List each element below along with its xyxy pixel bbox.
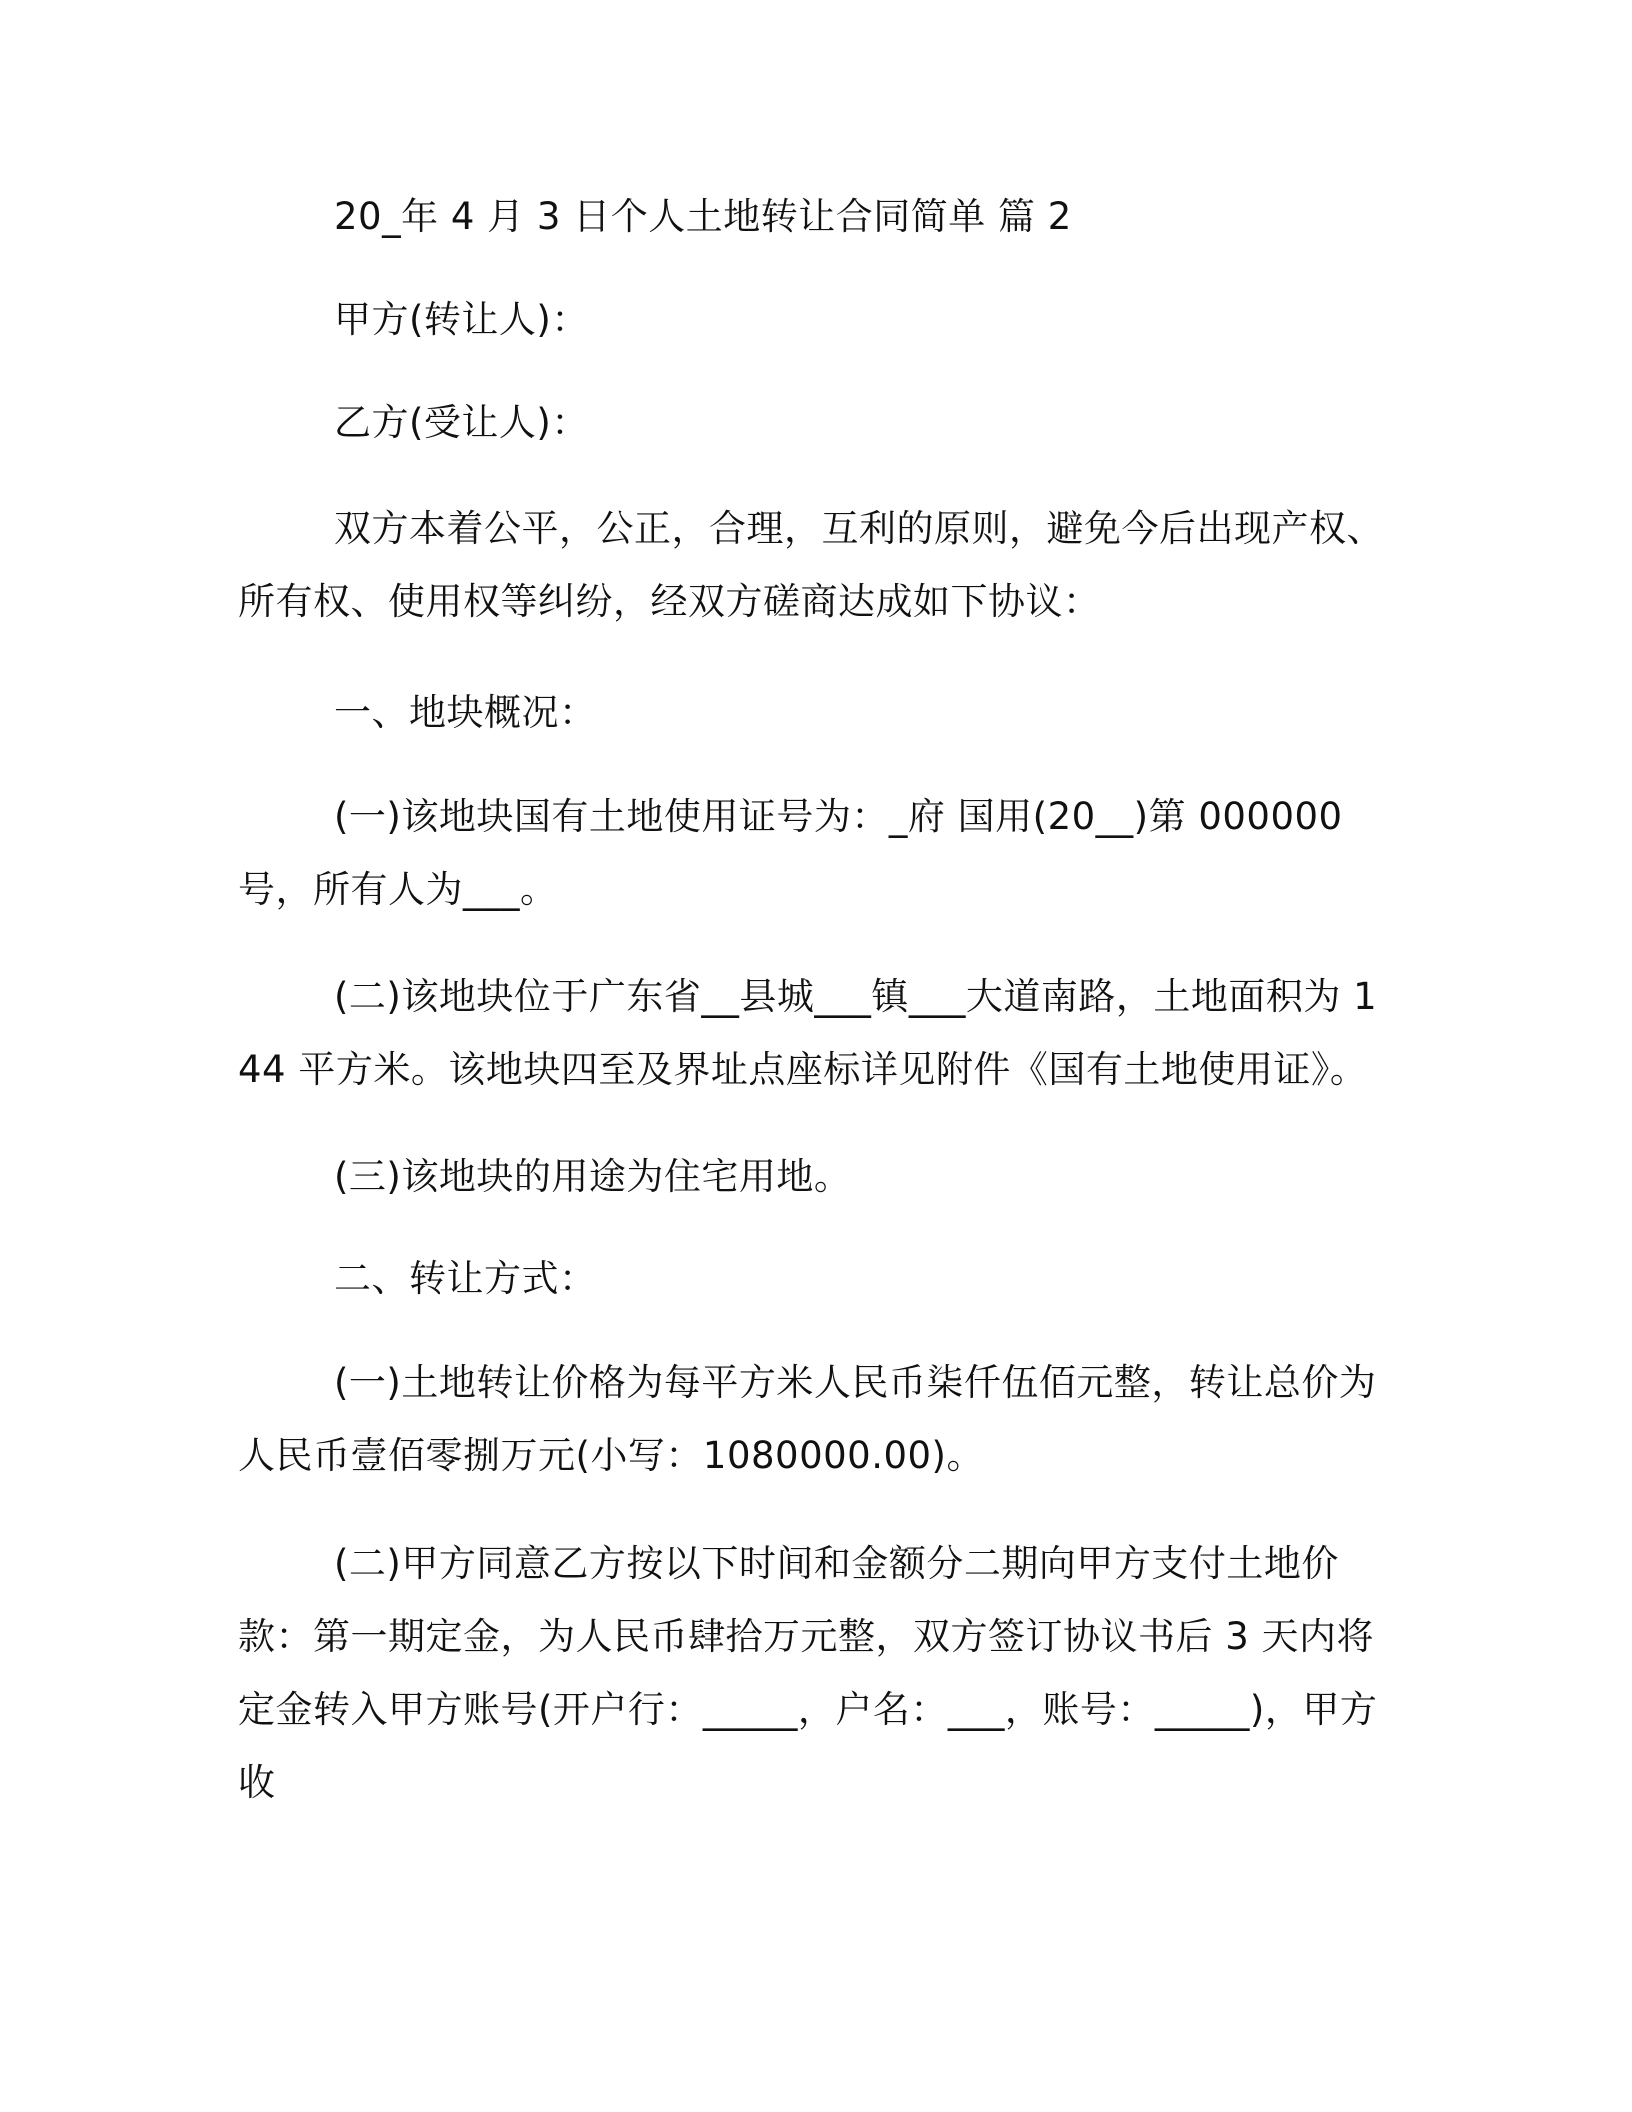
document-title: 20_年 4 月 3 日个人土地转让合同简单 篇 2 xyxy=(334,195,1072,238)
section2-item2: (二)甲方同意乙方按以下时间和金额分二期向甲方支付土地价款：第一期定金，为人民币肆拾万元整，双方签订协议书后 3 天内将定金转入甲方账号(开户行：_____，户名：___，账号：_____)，甲方收 xyxy=(238,1542,1378,1804)
section2-item1: (一)土地转让价格为每平方米人民币柒仟伍佰元整，转让总价为人民币壹佰零捌万元(小写：1080000.00)。 xyxy=(238,1361,1377,1477)
section1-item2: (二)该地块位于广东省__县城___镇___大道南路，土地面积为 144 平方米。该地块四至及界址点座标详见附件《国有土地使用证》。 xyxy=(238,975,1378,1091)
section1-heading: 一、地块概况： xyxy=(334,691,597,734)
party-b-line: 乙方(受让人)： xyxy=(334,401,589,444)
section2-heading: 二、转让方式： xyxy=(334,1257,597,1300)
section1-item3: (三)该地块的用途为住宅用地。 xyxy=(334,1155,852,1198)
intro-paragraph: 双方本着公平，公正，合理，互利的原则，避免今后出现产权、所有权、使用权等纠纷，经双方磋商达成如下协议： xyxy=(238,507,1384,623)
party-a-line: 甲方(转让人)： xyxy=(334,298,589,341)
section1-item1: (一)该地块国有土地使用证号为：_府 国用(20__)第 000000 号，所有人为___。 xyxy=(238,795,1343,911)
